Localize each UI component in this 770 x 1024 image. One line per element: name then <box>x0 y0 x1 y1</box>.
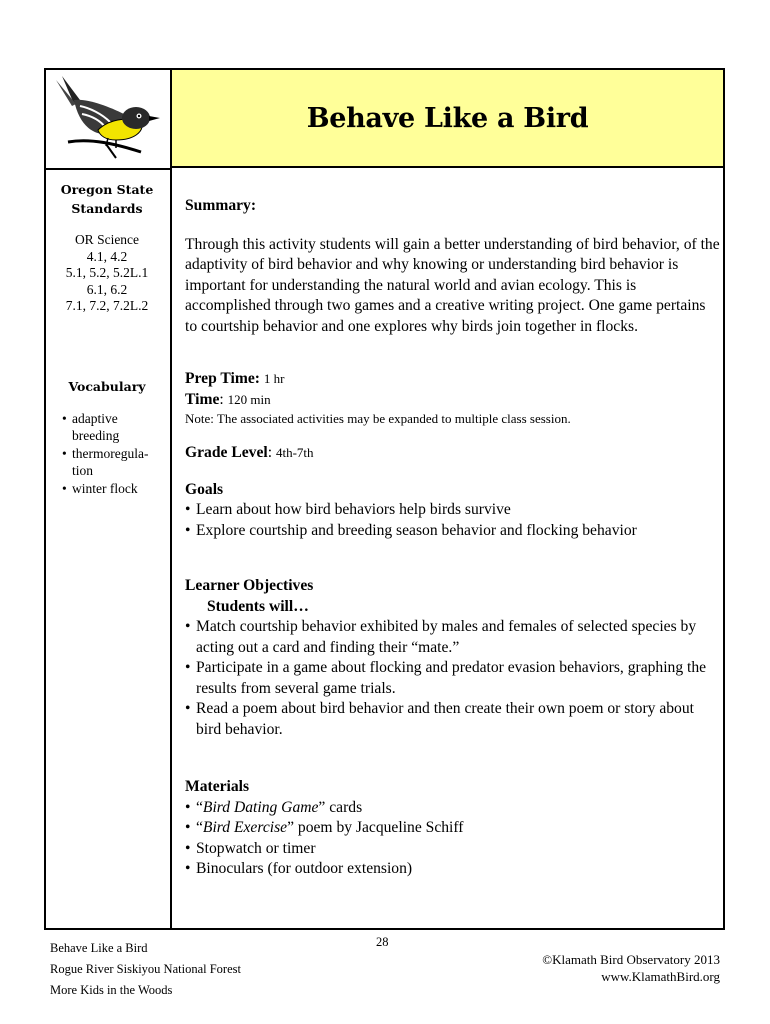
summary-section <box>185 196 720 337</box>
prep-time-label: Prep Time: <box>185 370 260 387</box>
objective-item: • Participate in a game about flocking and predator evasion behaviors, graphing the results from several game trials. <box>185 658 720 699</box>
sidebar <box>44 180 170 497</box>
material-item: • “Bird Exercise” poem by Jacqueline Schiff <box>185 818 720 839</box>
material-item: • Stopwatch or timer <box>185 839 720 860</box>
goal-item: • Explore courtship and breeding season behavior and flocking behavior <box>185 521 720 542</box>
prep-section: Prep Time: 1 hr Time: 120 min Note: The associated activities may be expanded to multiple class session. <box>185 369 720 427</box>
grade-value: 4th-7th <box>275 445 314 460</box>
goals-section <box>185 480 720 542</box>
objective-item: • Match courtship behavior exhibited by males and females of selected species by acting out a card and finding their “mate.” <box>185 617 720 658</box>
vocab-item: • adaptive breeding <box>66 410 170 445</box>
summary-text: Through this activity students will gain a better understanding of bird behavior, of the adaptivity of bird behavior and why knowing or understanding bird behavior is important for understanding the natural world and avian ecology. This is accomplished through two games and a creative writing project. One game pertains to courtship behavior and one explores why birds join together in flocks. <box>185 235 720 335</box>
materials-section <box>185 777 720 880</box>
grade-section: Grade Level: 4th-7th <box>185 444 314 461</box>
footer-left <box>50 938 241 1001</box>
vocabulary-list <box>44 410 170 498</box>
title-banner <box>170 70 723 168</box>
objectives-heading: Learner Objectives <box>185 577 314 594</box>
materials-heading: Materials <box>185 778 250 795</box>
footer-title: Behave Like a Bird <box>50 941 148 955</box>
time-label: Time <box>185 390 220 408</box>
standard-item: 5.1, 5.2, 5.2L.1 <box>65 265 149 280</box>
page-number: 28 <box>376 935 389 949</box>
footer-copyright: ©Klamath Bird Observatory 2013 <box>542 952 720 967</box>
main-content <box>185 196 720 880</box>
footer-website: www.KlamathBird.org <box>601 969 720 984</box>
vocabulary-heading: Vocabulary <box>68 378 146 394</box>
bird-logo <box>46 70 170 168</box>
vocab-item: • winter flock <box>66 480 170 498</box>
footer-right <box>542 951 720 985</box>
standard-item: OR Science <box>74 232 140 247</box>
standard-item: 7.1, 7.2, 7.2L.2 <box>65 298 149 313</box>
bird-illustration <box>46 70 170 168</box>
grade-label: Grade Level <box>185 444 268 461</box>
objectives-subheading: Students will… <box>207 597 309 615</box>
goals-heading: Goals <box>185 480 224 498</box>
goal-item: • Learn about how bird behaviors help birds survive <box>185 500 720 521</box>
material-item: • Binoculars (for outdoor extension) <box>185 859 720 880</box>
standards-heading: Oregon State Standards <box>60 182 154 216</box>
footer-program: More Kids in the Woods <box>50 983 173 997</box>
divider-vertical <box>170 168 172 928</box>
time-value: 120 min <box>227 391 271 407</box>
prep-time-value: 1 hr <box>263 371 285 386</box>
page-title: Behave Like a Bird <box>306 102 589 134</box>
standard-item: 6.1, 6.2 <box>86 281 128 297</box>
objectives-section <box>185 576 720 740</box>
standards-list <box>44 232 170 315</box>
standard-item: 4.1, 4.2 <box>86 248 128 264</box>
footer-forest: Rogue River Siskiyou National Forest <box>50 962 241 976</box>
divider-horizontal <box>46 168 170 170</box>
objective-item: • Read a poem about bird behavior and then create their own poem or story about bird behavior. <box>185 699 720 740</box>
summary-heading: Summary: <box>185 197 257 214</box>
vocab-item: • thermoregula- tion <box>66 445 170 480</box>
prep-note: Note: The associated activities may be expanded to multiple class session. <box>185 411 571 426</box>
material-item: • “Bird Dating Game” cards <box>185 798 720 819</box>
